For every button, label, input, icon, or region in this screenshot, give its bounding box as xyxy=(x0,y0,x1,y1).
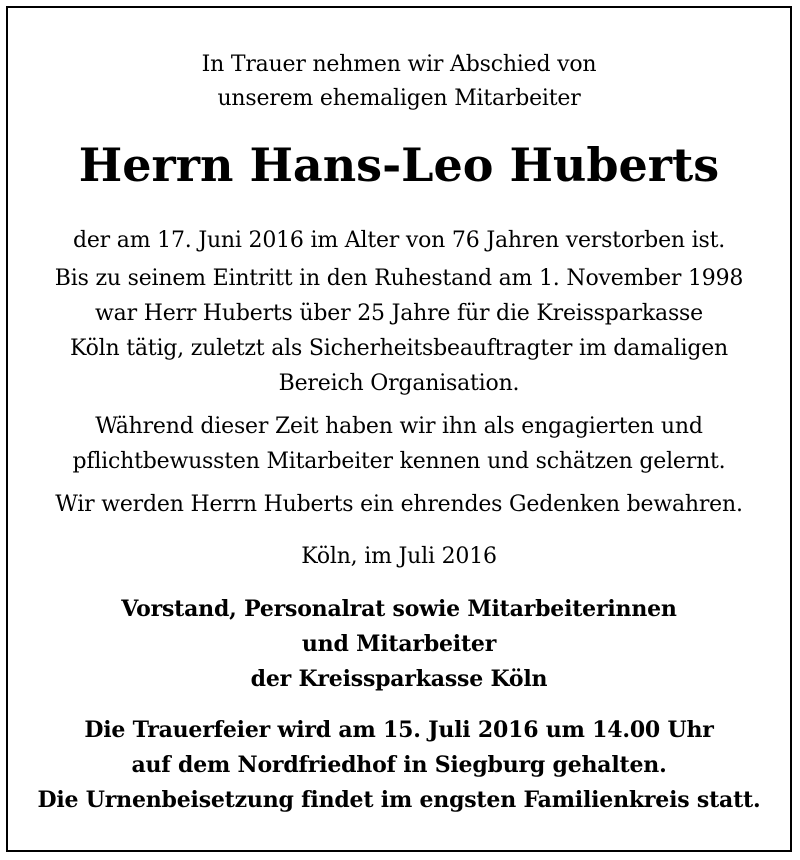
signature-line-3: der Kreissparkasse Köln xyxy=(250,666,548,692)
signature-line-2: und Mitarbeiter xyxy=(301,631,497,657)
career-line-2: war Herr Huberts über 25 Jahre für die Kreissparkasse xyxy=(95,301,703,326)
memory-line: Wir werden Herrn Huberts ein ehrendes Gedenken bewahren. xyxy=(55,492,743,517)
signature-line-1: Vorstand, Personalrat sowie Mitarbeiterinnen xyxy=(121,596,677,622)
career-line-3: Köln tätig, zuletzt als Sicherheitsbeauftragter im damaligen xyxy=(69,336,729,361)
notice-frame xyxy=(6,6,792,852)
funeral-line-1: Die Trauerfeier wird am 15. Juli 2016 um 14.00 Uhr xyxy=(84,717,714,743)
appreciation-line-1: Während dieser Zeit haben wir ihn als engagierten und xyxy=(95,414,703,439)
obituary-notice xyxy=(8,8,790,850)
death-line: der am 17. Juni 2016 im Alter von 76 Jahren verstorben ist. xyxy=(72,228,726,253)
career-line-1: Bis zu seinem Eintritt in den Ruhestand am 1. November 1998 xyxy=(54,266,744,291)
intro-line-2: unserem ehemaligen Mitarbeiter xyxy=(217,86,581,111)
appreciation-line-2: pflichtbewussten Mitarbeiter kennen und schätzen gelernt. xyxy=(72,449,726,474)
funeral-line-2: auf dem Nordfriedhof in Siegburg gehalten. xyxy=(131,752,667,778)
deceased-name: Herrn Hans-Leo Huberts xyxy=(78,138,720,192)
career-line-4: Bereich Organisation. xyxy=(278,371,520,396)
place-date: Köln, im Juli 2016 xyxy=(301,544,497,569)
intro-line-1: In Trauer nehmen wir Abschied von xyxy=(201,52,597,77)
funeral-line-3: Die Urnenbeisetzung findet im engsten Familienkreis statt. xyxy=(37,787,761,813)
